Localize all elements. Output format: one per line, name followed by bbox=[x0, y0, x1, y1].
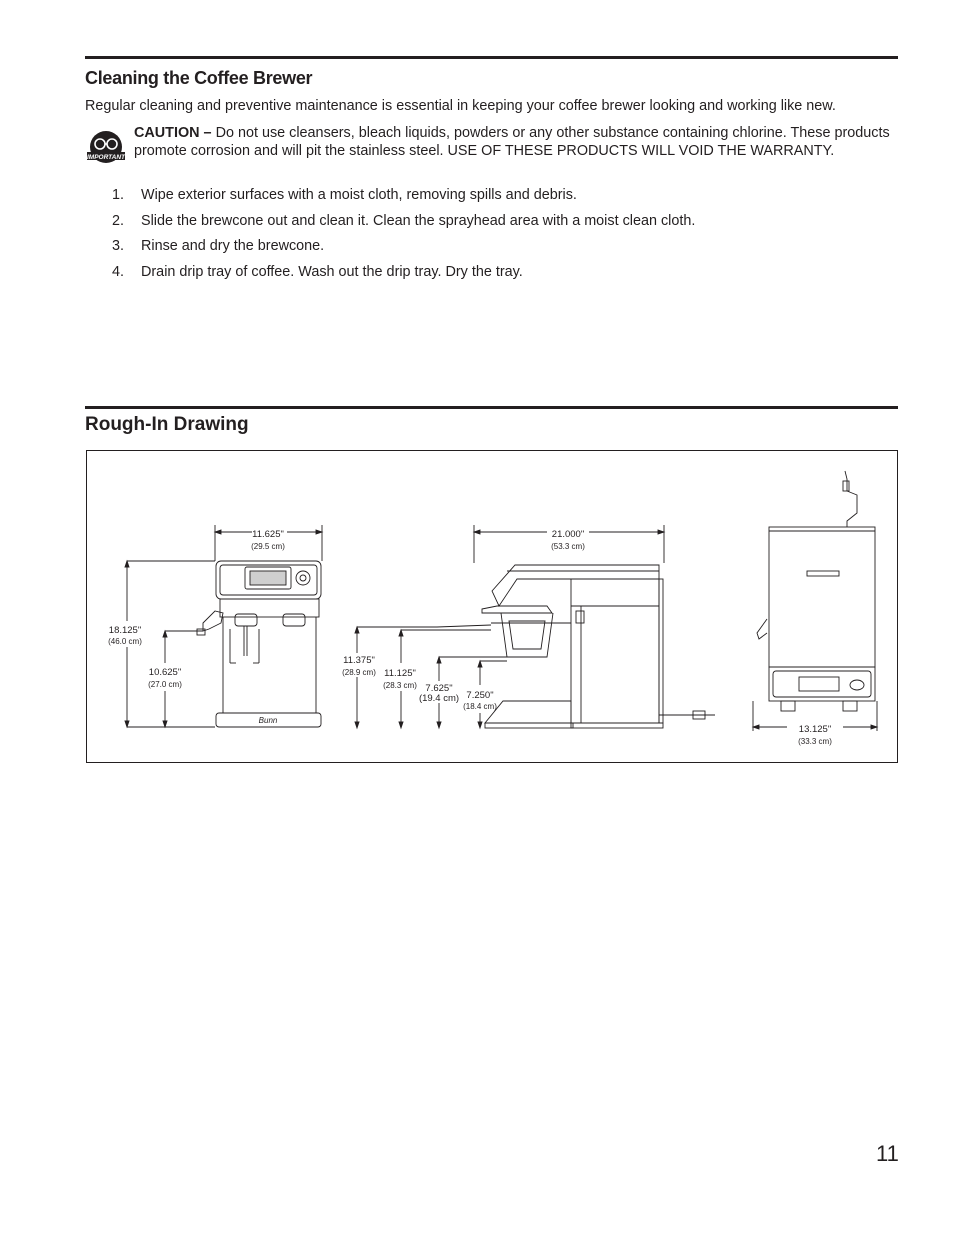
side-d-cm: (18.4 cm) bbox=[463, 702, 497, 711]
side-depth-cm: (53.3 cm) bbox=[551, 542, 585, 551]
side-a-in: 11.375" bbox=[343, 655, 375, 666]
svg-text:Bunn: Bunn bbox=[258, 716, 278, 725]
caution-text: Do not use cleansers, bleach liquids, powders or any other substance containing chlorine. These products promote corrosion and will pit the stainless steel. USE OF THESE PRODUCTS WILL VOID THE WARRANTY. bbox=[134, 125, 890, 159]
rough-in-diagram bbox=[87, 451, 897, 762]
list-item bbox=[112, 187, 695, 213]
side-b-in: 11.125" bbox=[384, 668, 416, 679]
step-text: Drain drip tray of coffee. Wash out the drip tray. Dry the tray. bbox=[141, 263, 523, 280]
front-tap-cm: (27.0 cm) bbox=[148, 680, 182, 689]
cleaning-intro: Regular cleaning and preventive maintenance is essential in keeping your coffee brewer looking and working like new. bbox=[85, 98, 836, 114]
front-width-in: 11.625" bbox=[252, 529, 284, 540]
important-label: IMPORTANT bbox=[86, 154, 126, 161]
step-number: 1. bbox=[112, 187, 125, 203]
list-item bbox=[112, 264, 695, 290]
side-depth-in: 21.000" bbox=[551, 529, 585, 540]
step-number: 3. bbox=[112, 238, 125, 254]
rough-in-heading: Rough-In Drawing bbox=[85, 414, 249, 435]
step-number: 4. bbox=[112, 263, 125, 280]
list-item bbox=[112, 213, 695, 239]
page-number: 11 bbox=[876, 1141, 899, 1166]
side-d-in: 7.250" bbox=[466, 690, 494, 701]
section-rule bbox=[85, 406, 898, 409]
front-width-cm: (29.5 cm) bbox=[251, 542, 285, 551]
cleaning-heading: Cleaning the Coffee Brewer bbox=[85, 68, 313, 88]
back-width-in: 13.125" bbox=[798, 724, 832, 735]
step-text: Rinse and dry the brewcone. bbox=[141, 238, 325, 254]
side-a-cm: (28.9 cm) bbox=[342, 668, 376, 677]
step-text: Slide the brewcone out and clean it. Clean the sprayhead area with a moist clean cloth. bbox=[141, 212, 696, 229]
side-c-cm: (19.4 cm) bbox=[418, 693, 460, 704]
rear-view bbox=[753, 471, 877, 746]
side-view bbox=[342, 525, 715, 728]
step-text: Wipe exterior surfaces with a moist cloth, removing spills and debris. bbox=[141, 187, 577, 203]
back-width-cm: (33.3 cm) bbox=[798, 737, 832, 746]
list-item bbox=[112, 238, 695, 264]
top-rule bbox=[85, 56, 898, 59]
front-tap-in: 10.625" bbox=[148, 667, 182, 678]
step-number: 2. bbox=[112, 212, 125, 229]
front-height-in: 18.125" bbox=[108, 625, 142, 636]
side-c-in: 7.625" bbox=[425, 683, 453, 694]
side-b-cm: (28.3 cm) bbox=[383, 681, 417, 690]
caution-label: CAUTION – bbox=[134, 125, 212, 141]
important-icon bbox=[86, 130, 126, 166]
cleaning-steps bbox=[112, 187, 695, 289]
rough-in-drawing bbox=[86, 450, 898, 763]
front-height-cm: (46.0 cm) bbox=[108, 637, 142, 646]
front-view bbox=[108, 525, 322, 727]
caution-note bbox=[134, 124, 904, 160]
